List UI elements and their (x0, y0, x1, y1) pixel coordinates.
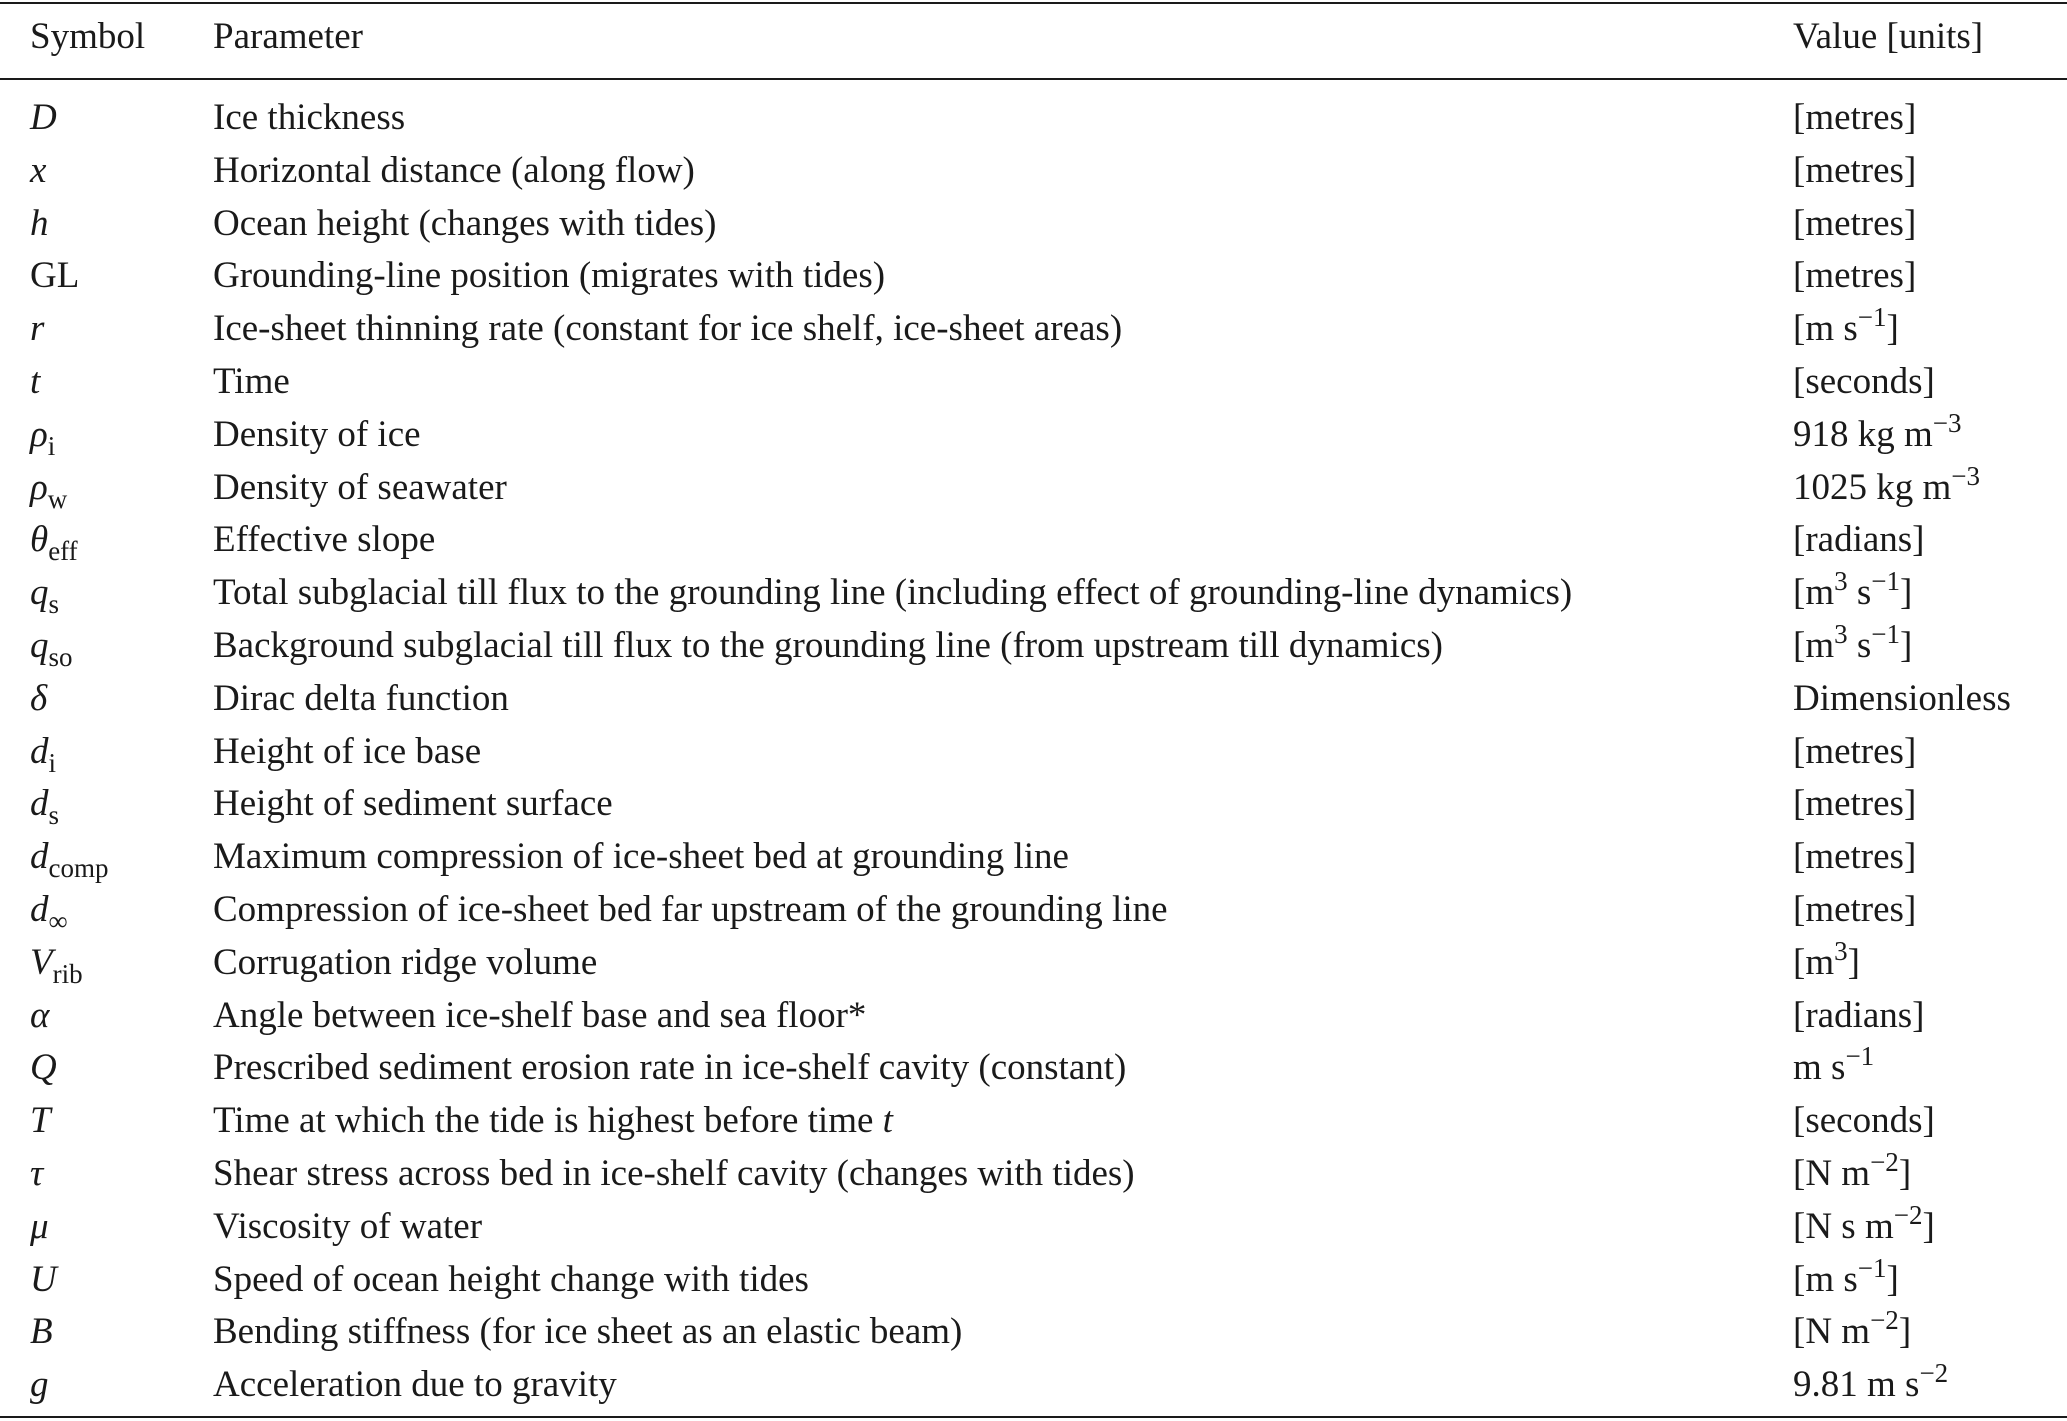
row-parameter (213, 1042, 1126, 1094)
table-row (0, 514, 2067, 566)
parameter-text: Viscosity of water (213, 1205, 483, 1247)
row-symbol (30, 409, 55, 463)
symbol-subscript: i (47, 430, 56, 461)
symbol-subscript: i (48, 747, 57, 778)
row-parameter (213, 356, 290, 408)
symbol-subscript: ∞ (48, 906, 68, 936)
parameter-text: Angle between ice-shelf base and sea floor* (213, 994, 867, 1036)
row-value (1793, 1359, 1948, 1413)
parameter-text: Corrugation ridge volume (213, 941, 598, 983)
row-value (1793, 778, 1916, 830)
symbol-main: μ (30, 1205, 49, 1247)
row-symbol (30, 831, 109, 885)
table-row (0, 462, 2067, 514)
table-row (0, 884, 2067, 936)
parameter-italic-symbol: t (882, 1100, 893, 1142)
row-value (1793, 250, 1916, 302)
value-text: [m (1793, 572, 1835, 614)
symbol-subscript: comp (48, 853, 109, 884)
row-symbol (30, 1042, 57, 1094)
symbol-main: θ (30, 519, 49, 561)
table-row (0, 356, 2067, 408)
row-symbol (30, 567, 59, 621)
parameter-text: Acceleration due to gravity (213, 1364, 617, 1406)
table-row (0, 1306, 2067, 1358)
table-row (0, 726, 2067, 778)
table-row (0, 198, 2067, 250)
value-text: [N m (1793, 1153, 1871, 1194)
row-parameter (213, 1254, 809, 1306)
symbol-subscript: w (47, 483, 68, 514)
row-parameter (213, 673, 509, 725)
parameter-text: Effective slope (213, 519, 436, 561)
symbol-main: τ (30, 1153, 44, 1194)
row-symbol (30, 145, 46, 197)
value-superscript: −2 (1919, 1358, 1949, 1389)
parameter-text: Time at which the tide is highest before time (213, 1100, 883, 1142)
parameter-text: Prescribed sediment erosion rate in ice-shelf cavity (constant) (213, 1047, 1127, 1089)
value-superscript: −3 (1951, 460, 1981, 491)
row-parameter (213, 726, 481, 778)
row-symbol (30, 990, 49, 1042)
value-text: m s (1793, 1047, 1846, 1089)
row-value (1793, 620, 1912, 674)
value-text: ] (1898, 1311, 1912, 1353)
row-value (1793, 92, 1916, 144)
parameter-text: Height of ice base (213, 730, 482, 772)
row-parameter (213, 884, 1168, 936)
value-text: ] (1900, 572, 1913, 614)
symbol-subscript: s (48, 589, 60, 620)
value-text: [m s (1793, 1258, 1858, 1300)
symbol-main: q (30, 572, 49, 614)
header-value: Value [units] (1793, 16, 1984, 57)
parameter-text: Total subglacial till flux to the grounding line (including effect of grounding-line dynamics) (213, 572, 1573, 614)
value-superscript: −1 (1857, 302, 1887, 333)
value-superscript: −1 (1857, 1252, 1887, 1283)
parameter-text: Density of seawater (213, 466, 507, 508)
value-text: [metres] (1793, 97, 1917, 138)
row-parameter (213, 1359, 617, 1411)
row-value (1793, 303, 1899, 357)
row-symbol (30, 937, 83, 991)
value-text: ] (1847, 941, 1860, 983)
parameter-text: Ocean height (changes with tides) (213, 202, 717, 244)
row-parameter (213, 1306, 962, 1358)
parameter-text: Ice thickness (213, 97, 406, 138)
row-parameter (213, 990, 866, 1042)
row-value (1793, 356, 1935, 408)
symbol-main: α (30, 994, 50, 1036)
value-superscript: −3 (1932, 407, 1962, 438)
row-symbol (30, 1359, 49, 1411)
row-symbol (30, 778, 59, 832)
value-text: ] (1886, 308, 1899, 350)
symbol-main: r (30, 308, 45, 350)
row-parameter (213, 145, 695, 197)
table-row (0, 145, 2067, 197)
value-superscript: −2 (1870, 1147, 1899, 1177)
row-value (1793, 198, 1916, 250)
value-text: [metres] (1793, 149, 1917, 191)
row-symbol (30, 250, 79, 302)
row-value (1793, 1148, 1911, 1202)
row-value (1793, 1306, 1911, 1360)
symbol-main: h (30, 202, 49, 244)
value-text: 1025 kg m (1793, 466, 1952, 508)
row-parameter (213, 1148, 1135, 1200)
parameter-text: Time (213, 361, 290, 402)
value-superscript: 3 (1834, 619, 1848, 649)
row-symbol (30, 303, 44, 355)
row-value (1793, 462, 1980, 516)
symbol-main: Q (30, 1047, 57, 1089)
symbol-main: t (30, 361, 41, 402)
table-row (0, 1095, 2067, 1147)
row-parameter (213, 831, 1069, 883)
value-superscript: −1 (1871, 619, 1900, 649)
table-row (0, 620, 2067, 672)
symbol-main: T (30, 1100, 51, 1142)
value-text: 9.81 m s (1793, 1364, 1920, 1406)
value-text: ] (1886, 1258, 1899, 1300)
row-symbol (30, 462, 67, 516)
row-symbol (30, 1254, 57, 1306)
value-text: [metres] (1793, 889, 1917, 930)
row-parameter (213, 1095, 893, 1147)
row-parameter (213, 198, 716, 250)
symbol-main: d (30, 783, 49, 825)
symbol-main: V (30, 941, 53, 983)
row-value (1793, 409, 1962, 463)
row-symbol (30, 356, 40, 408)
row-parameter (213, 409, 421, 461)
table-row (0, 1254, 2067, 1306)
row-value (1793, 726, 1916, 778)
row-symbol (30, 1148, 43, 1200)
row-value (1793, 1042, 1874, 1096)
symbol-main: x (30, 149, 47, 191)
parameter-text: Background subglacial till flux to the grounding line (from upstream till dynamics) (213, 625, 1443, 666)
value-text: [m (1793, 941, 1835, 983)
symbol-main: D (30, 97, 57, 138)
parameter-text: Density of ice (213, 413, 421, 455)
value-text: [N m (1793, 1311, 1871, 1353)
value-text: Dimensionless (1793, 677, 2011, 719)
value-text: [metres] (1793, 255, 1917, 297)
value-text: [seconds] (1793, 1100, 1935, 1142)
value-text: [metres] (1793, 836, 1917, 878)
row-value (1793, 1095, 1935, 1147)
row-value (1793, 990, 1925, 1042)
value-superscript: −1 (1871, 566, 1900, 597)
table-row (0, 937, 2067, 989)
table-row (0, 1201, 2067, 1253)
value-text: [N s m (1793, 1205, 1894, 1247)
parameter-text: Ice-sheet thinning rate (constant for ice shelf, ice-sheet areas) (213, 308, 1123, 350)
row-value (1793, 1201, 1935, 1255)
table-row (0, 567, 2067, 619)
value-text: [radians] (1793, 994, 1925, 1036)
symbol-main: d (30, 889, 49, 930)
row-parameter (213, 250, 885, 302)
symbol-subscript: so (48, 642, 73, 672)
row-parameter (213, 1201, 482, 1253)
parameter-text: Compression of ice-sheet bed far upstream of the grounding line (213, 889, 1168, 930)
row-symbol (30, 198, 49, 250)
symbol-main: δ (30, 677, 48, 719)
symbol-main: d (30, 730, 49, 772)
row-symbol (30, 1095, 51, 1147)
row-value (1793, 937, 1860, 991)
value-text: [seconds] (1793, 361, 1935, 402)
value-text: [radians] (1793, 519, 1925, 561)
parameter-text: Bending stiffness (for ice sheet as an elastic beam) (213, 1311, 963, 1353)
row-value (1793, 673, 2011, 725)
row-symbol (30, 1306, 53, 1358)
parameter-text: Horizontal distance (along flow) (213, 149, 695, 191)
symbol-subscript: eff (48, 536, 78, 567)
table-row (0, 92, 2067, 144)
row-symbol (30, 884, 68, 938)
value-text: [metres] (1793, 730, 1917, 772)
value-text: s (1847, 625, 1872, 666)
row-symbol (30, 673, 47, 725)
row-symbol (30, 514, 78, 568)
symbol-subscript: s (48, 800, 60, 831)
table-row (0, 1359, 2067, 1411)
table-row (0, 990, 2067, 1042)
table-bottom-rule (0, 1416, 2067, 1418)
parameter-text: Grounding-line position (migrates with tides) (213, 255, 886, 297)
value-text: s (1847, 572, 1872, 614)
value-superscript: 3 (1834, 566, 1848, 597)
table-row (0, 673, 2067, 725)
value-text: 918 kg m (1793, 413, 1933, 455)
row-parameter (213, 514, 435, 566)
row-value (1793, 145, 1916, 197)
row-symbol (30, 726, 56, 780)
parameter-text: Height of sediment surface (213, 783, 613, 825)
value-superscript: −2 (1870, 1305, 1899, 1336)
row-value (1793, 567, 1912, 621)
row-value (1793, 514, 1925, 566)
symbol-subscript: rib (52, 958, 83, 989)
value-text: [metres] (1793, 783, 1917, 825)
value-text: [m s (1793, 308, 1858, 350)
row-parameter (213, 567, 1572, 619)
value-text: ] (1898, 1153, 1912, 1194)
parameter-text: Maximum compression of ice-sheet bed at grounding line (213, 836, 1069, 878)
value-superscript: 3 (1834, 935, 1848, 966)
row-parameter (213, 92, 405, 144)
row-parameter (213, 620, 1443, 672)
value-text: [m (1793, 625, 1835, 666)
parameter-text: Speed of ocean height change with tides (213, 1258, 809, 1300)
header-symbol: Symbol (30, 16, 146, 57)
table-row (0, 250, 2067, 302)
symbol-main: d (30, 836, 49, 878)
table-row (0, 778, 2067, 830)
table-row (0, 1148, 2067, 1200)
table-row (0, 1042, 2067, 1094)
symbol-main: ρ (30, 413, 48, 455)
row-parameter (213, 462, 507, 514)
row-parameter (213, 303, 1122, 355)
table-row (0, 303, 2067, 355)
value-text: ] (1900, 625, 1913, 666)
symbol-main: GL (30, 255, 80, 297)
row-symbol (30, 1201, 49, 1253)
value-superscript: −2 (1893, 1199, 1923, 1230)
header-parameter: Parameter (213, 16, 363, 57)
row-value (1793, 884, 1916, 936)
symbol-main: q (30, 625, 49, 666)
value-superscript: −1 (1845, 1041, 1875, 1072)
parameter-text: Dirac delta function (213, 677, 509, 719)
row-symbol (30, 620, 73, 674)
table-row (0, 831, 2067, 883)
table-top-rule (0, 2, 2067, 4)
row-value (1793, 831, 1916, 883)
symbol-main: ρ (30, 466, 48, 508)
parameter-text: Shear stress across bed in ice-shelf cavity (changes with tides) (213, 1153, 1135, 1194)
table-header-rule (0, 78, 2067, 80)
row-parameter (213, 937, 597, 989)
table-row (0, 409, 2067, 461)
symbol-main: g (30, 1364, 49, 1406)
symbol-main: U (30, 1258, 57, 1300)
value-text: ] (1922, 1205, 1935, 1247)
value-text: [metres] (1793, 202, 1917, 244)
row-symbol (30, 92, 57, 144)
row-parameter (213, 778, 613, 830)
symbol-main: B (30, 1311, 53, 1353)
table-header-row (0, 11, 2067, 63)
row-value (1793, 1254, 1899, 1308)
